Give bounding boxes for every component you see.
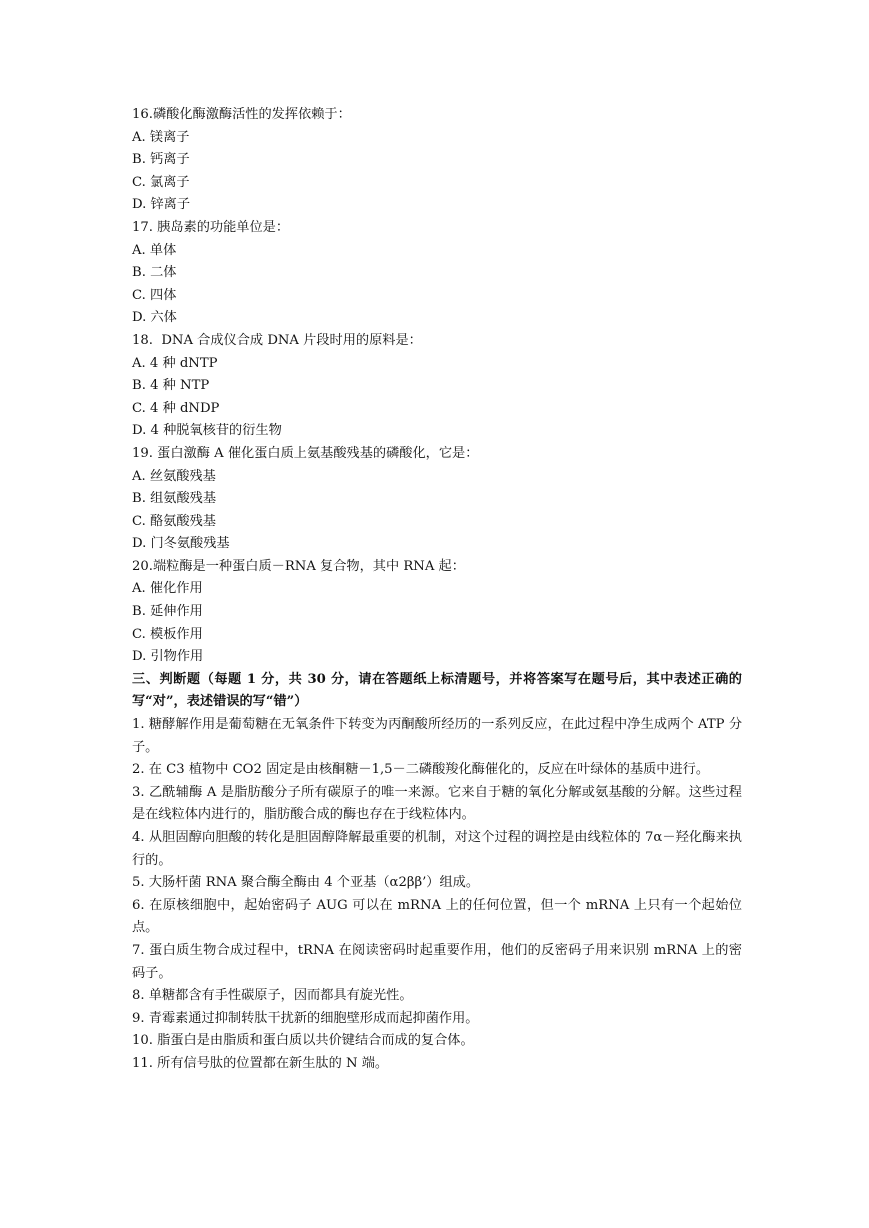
option-c: C. 氯离子 [132,174,190,190]
question-18 [132,330,742,443]
question-stem: 16.磷酸化酶激酶活性的发挥依赖于： [132,107,351,122]
option-b: B. 延伸作用 [132,604,203,620]
document-page [132,104,742,1076]
option-c: C. 酪氨酸残基 [132,513,216,529]
option-d: D. 六体 [132,310,177,326]
tf-item: 6. 在原核细胞中，起始密码子 AUG 可以在 mRNA 上的任何位置，但一个 mRNA 上只有一个起始位点。 [132,897,742,936]
option-c: C. 模板作用 [132,626,203,642]
section-heading: 三、判断题（每题 1 分，共 30 分，请在答题纸上标清题号，并将答案写在题号后，其中表述正确的写“对”，表述错误的写“错”） [132,671,742,710]
option-b: B. 组氨酸残基 [132,491,217,507]
option-a: A. 催化作用 [132,581,203,597]
option-b: B. 钙离子 [132,152,190,168]
tf-item: 2. 在 C3 植物中 CO2 固定是由核酮糖－1,5－二磷酸羧化酶催化的，反应在叶绿体的基质中进行。 [132,762,710,778]
question-stem: 17. 胰岛素的功能单位是： [132,219,290,235]
tf-item: 10. 脂蛋白是由脂质和蛋白质以共价键结合而成的复合体。 [132,1033,474,1049]
tf-item: 1. 糖酵解作用是葡萄糖在无氧条件下转变为丙酮酸所经历的一系列反应，在此过程中净生成两个 ATP 分子。 [132,717,742,755]
tf-item: 7. 蛋白质生物合成过程中，tRNA 在阅读密码时起重要作用，他们的反密码子用来识别 mRNA 上的密码子。 [132,942,742,981]
option-b: B. 二体 [132,265,177,281]
option-b: B. 4 种 NTP [132,378,210,394]
question-stem: 18. DNA 合成仪合成 DNA 片段时用的原料是： [132,332,422,348]
question-stem: 20.端粒酶是一种蛋白质－RNA 复合物，其中 RNA 起： [132,558,465,574]
tf-item: 5. 大肠杆菌 RNA 聚合酶全酶由 4 个亚基（α2ββ’）组成。 [132,875,480,891]
option-d: D. 4 种脱氧核苷的衍生物 [132,423,282,439]
option-d: D. 锌离子 [132,197,191,213]
option-a: A. 镁离子 [132,129,190,145]
question-stem: 19. 蛋白激酶 A 催化蛋白质上氨基酸残基的磷酸化，它是： [132,445,479,461]
tf-item: 4. 从胆固醇向胆酸的转化是胆固醇降解最重要的机制，对这个过程的调控是由线粒体的 7α－羟化酶来执行的。 [132,830,742,868]
question-17 [132,217,742,330]
option-c: C. 4 种 dNDP [132,400,220,416]
option-c: C. 四体 [132,287,177,303]
question-20 [132,556,742,669]
option-a: A. 丝氨酸残基 [132,468,216,484]
option-d: D. 引物作用 [132,649,204,665]
tf-item: 3. 乙酰辅酶 A 是脂肪酸分子所有碳原子的唯一来源。它来自于糖的氧化分解或氨基酸的分解。这些过程是在线粒体内进行的，脂肪酸合成的酶也存在于线粒体内。 [132,784,742,823]
true-false-list [132,714,742,1076]
tf-item: 8. 单糖都含有手性碳原子，因而都具有旋光性。 [132,988,413,1004]
option-d: D. 门冬氨酸残基 [132,536,230,552]
option-a: A. 4 种 dNTP [132,355,218,371]
question-19 [132,443,742,556]
question-16 [132,104,742,217]
option-a: A. 单体 [132,242,177,258]
tf-item: 11. 所有信号肽的位置都在新生肽的 N 端。 [132,1055,389,1071]
tf-item: 9. 青霉素通过抑制转肽干扰新的细胞壁形成而起抑菌作用。 [132,1010,479,1026]
